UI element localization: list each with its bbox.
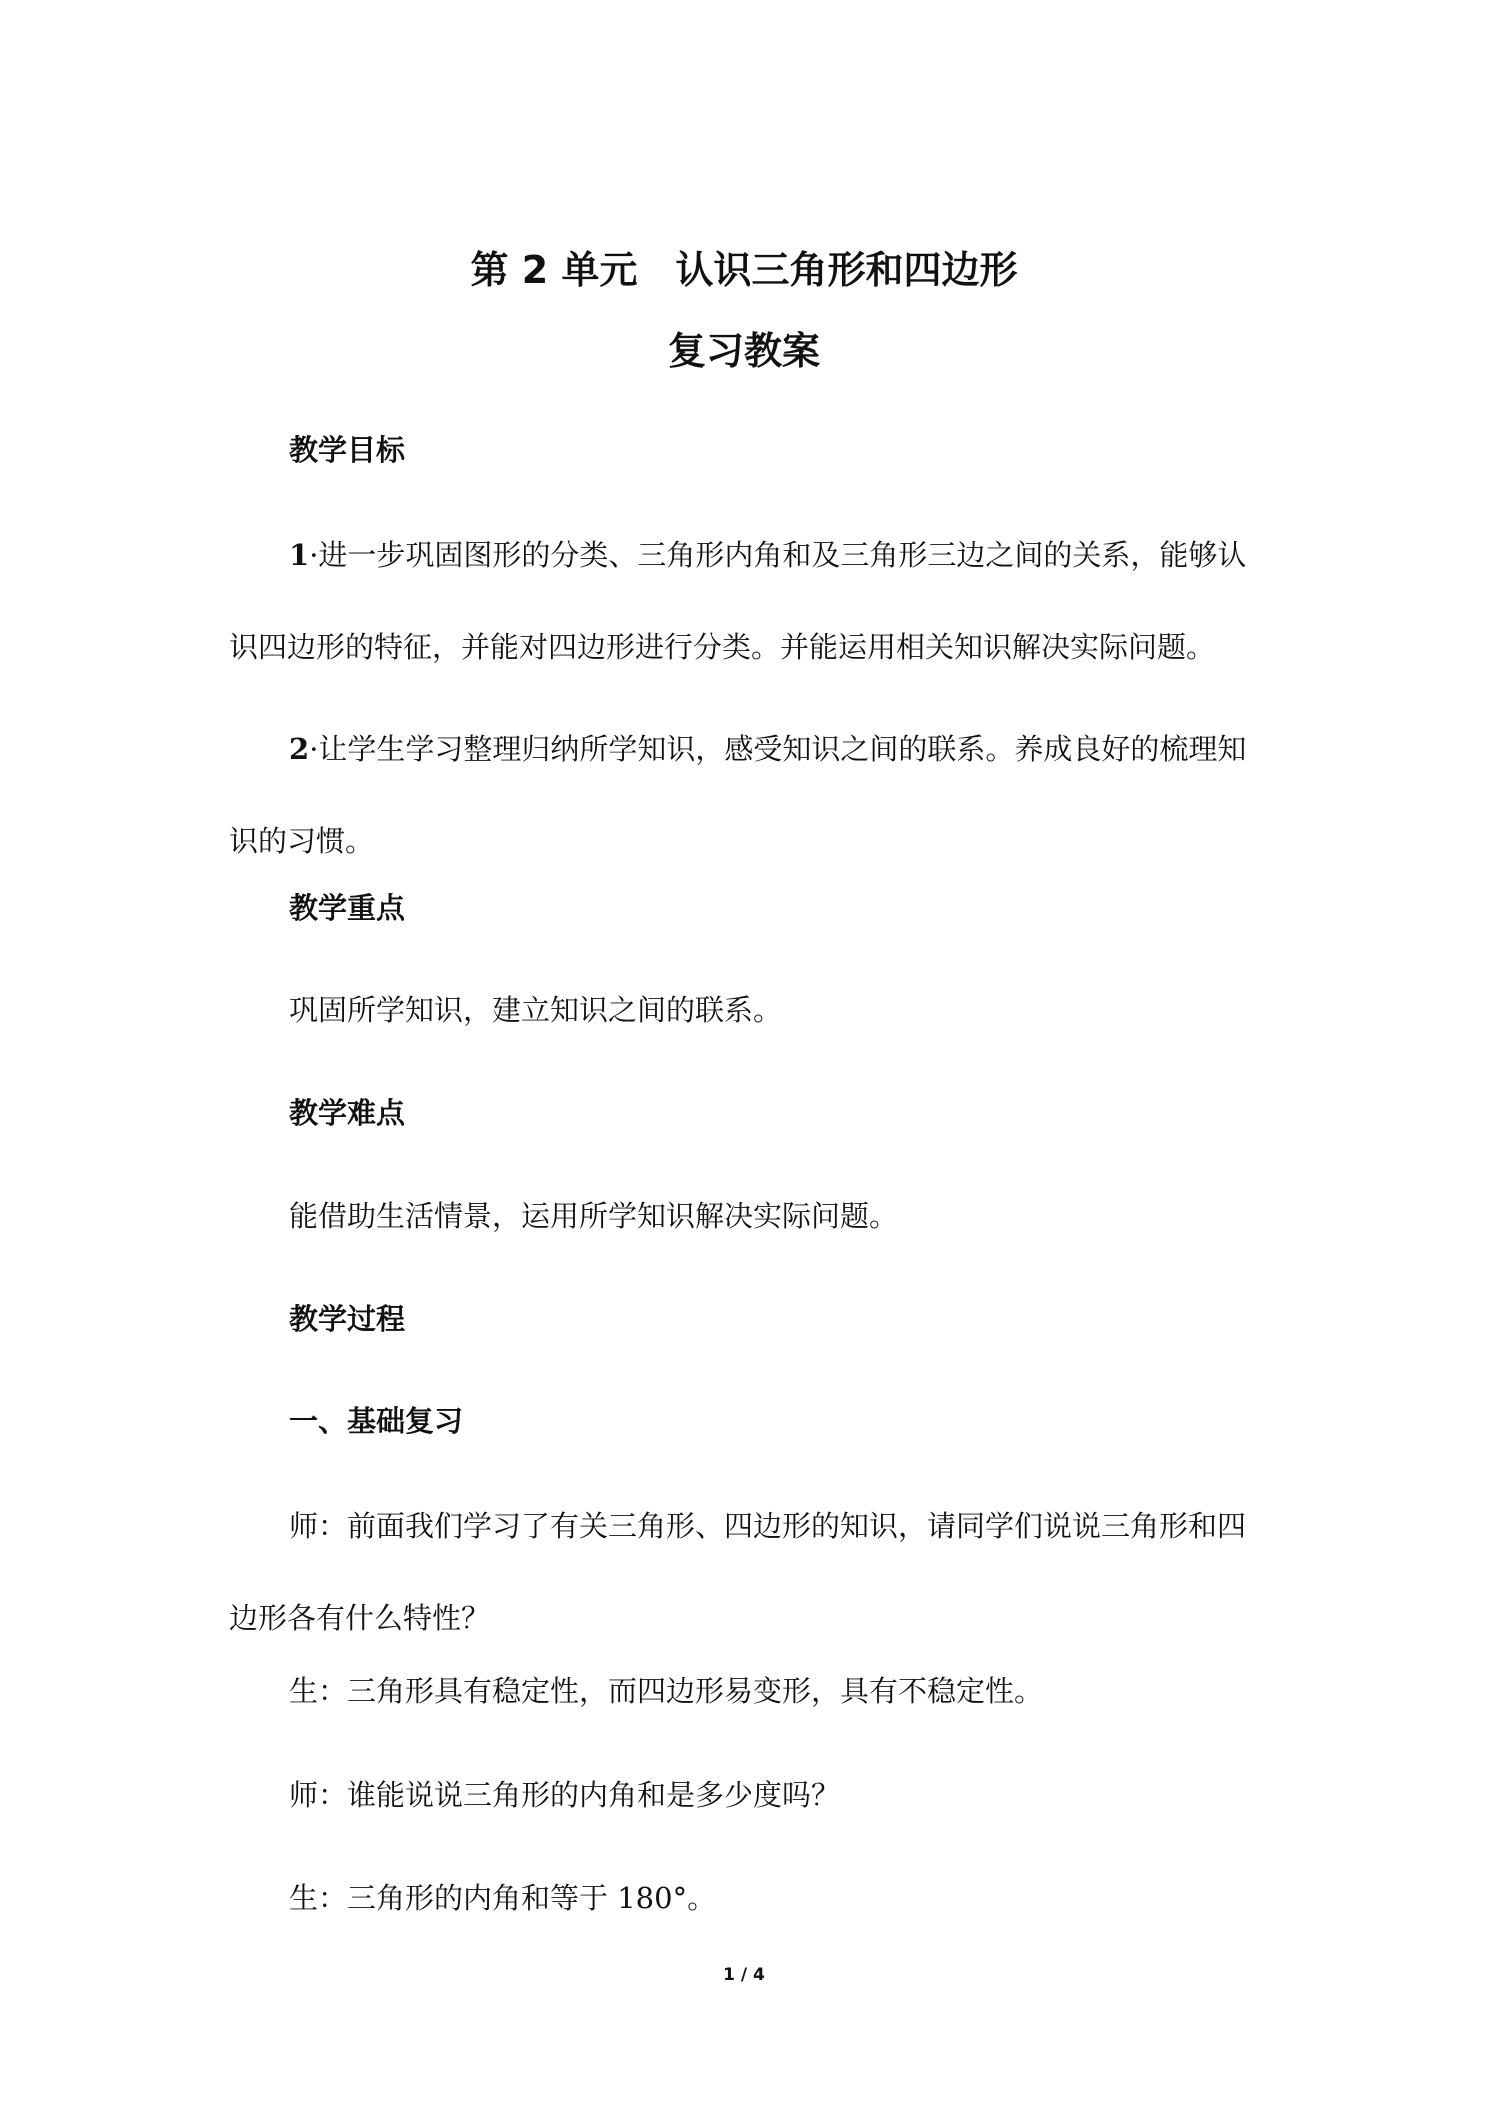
dialogue-line: 师：谁能说说三角形的内角和是多少度吗？	[289, 1778, 841, 1812]
dialogue-line: 生：三角形具有稳定性，而四边形易变形，具有不稳定性。	[289, 1674, 1044, 1708]
objective-2	[229, 703, 1269, 887]
key-points-text: 巩固所学知识，建立知识之间的联系。	[289, 993, 783, 1027]
dialogue-line: 师：前面我们学习了有关三角形、四边形的知识，请同学们说说三角形和四边形各有什么特性？	[229, 1509, 1247, 1635]
objective-1-text: ·进一步巩固图形的分类、三角形内角和及三角形三边之间的关系，能够认识四边形的特征，并能对四边形进行分类。并能运用相关知识解决实际问题。	[229, 538, 1247, 664]
difficulty-text: 能借助生活情景，运用所学知识解决实际问题。	[289, 1199, 899, 1233]
objective-2-number: 2	[289, 732, 310, 766]
document-title: 第 2 单元 认识三角形和四边形	[470, 248, 1018, 292]
heading-part-1: 一、基础复习	[289, 1404, 464, 1438]
objective-1-number: 1	[289, 538, 310, 572]
heading-difficulty: 教学难点	[289, 1096, 406, 1130]
objective-2-text: ·让学生学习整理归纳所学知识，感受知识之间的联系。养成良好的梳理知识的习惯。	[229, 732, 1247, 858]
heading-key-points: 教学重点	[289, 891, 406, 925]
dialogue-line: 生：三角形的内角和等于 180°。	[289, 1881, 717, 1915]
heading-process: 教学过程	[289, 1302, 406, 1336]
heading-objectives: 教学目标	[289, 433, 406, 467]
objective-1	[229, 509, 1269, 693]
page-number: 1 / 4	[723, 1965, 765, 1985]
document-subtitle: 复习教案	[667, 329, 820, 373]
